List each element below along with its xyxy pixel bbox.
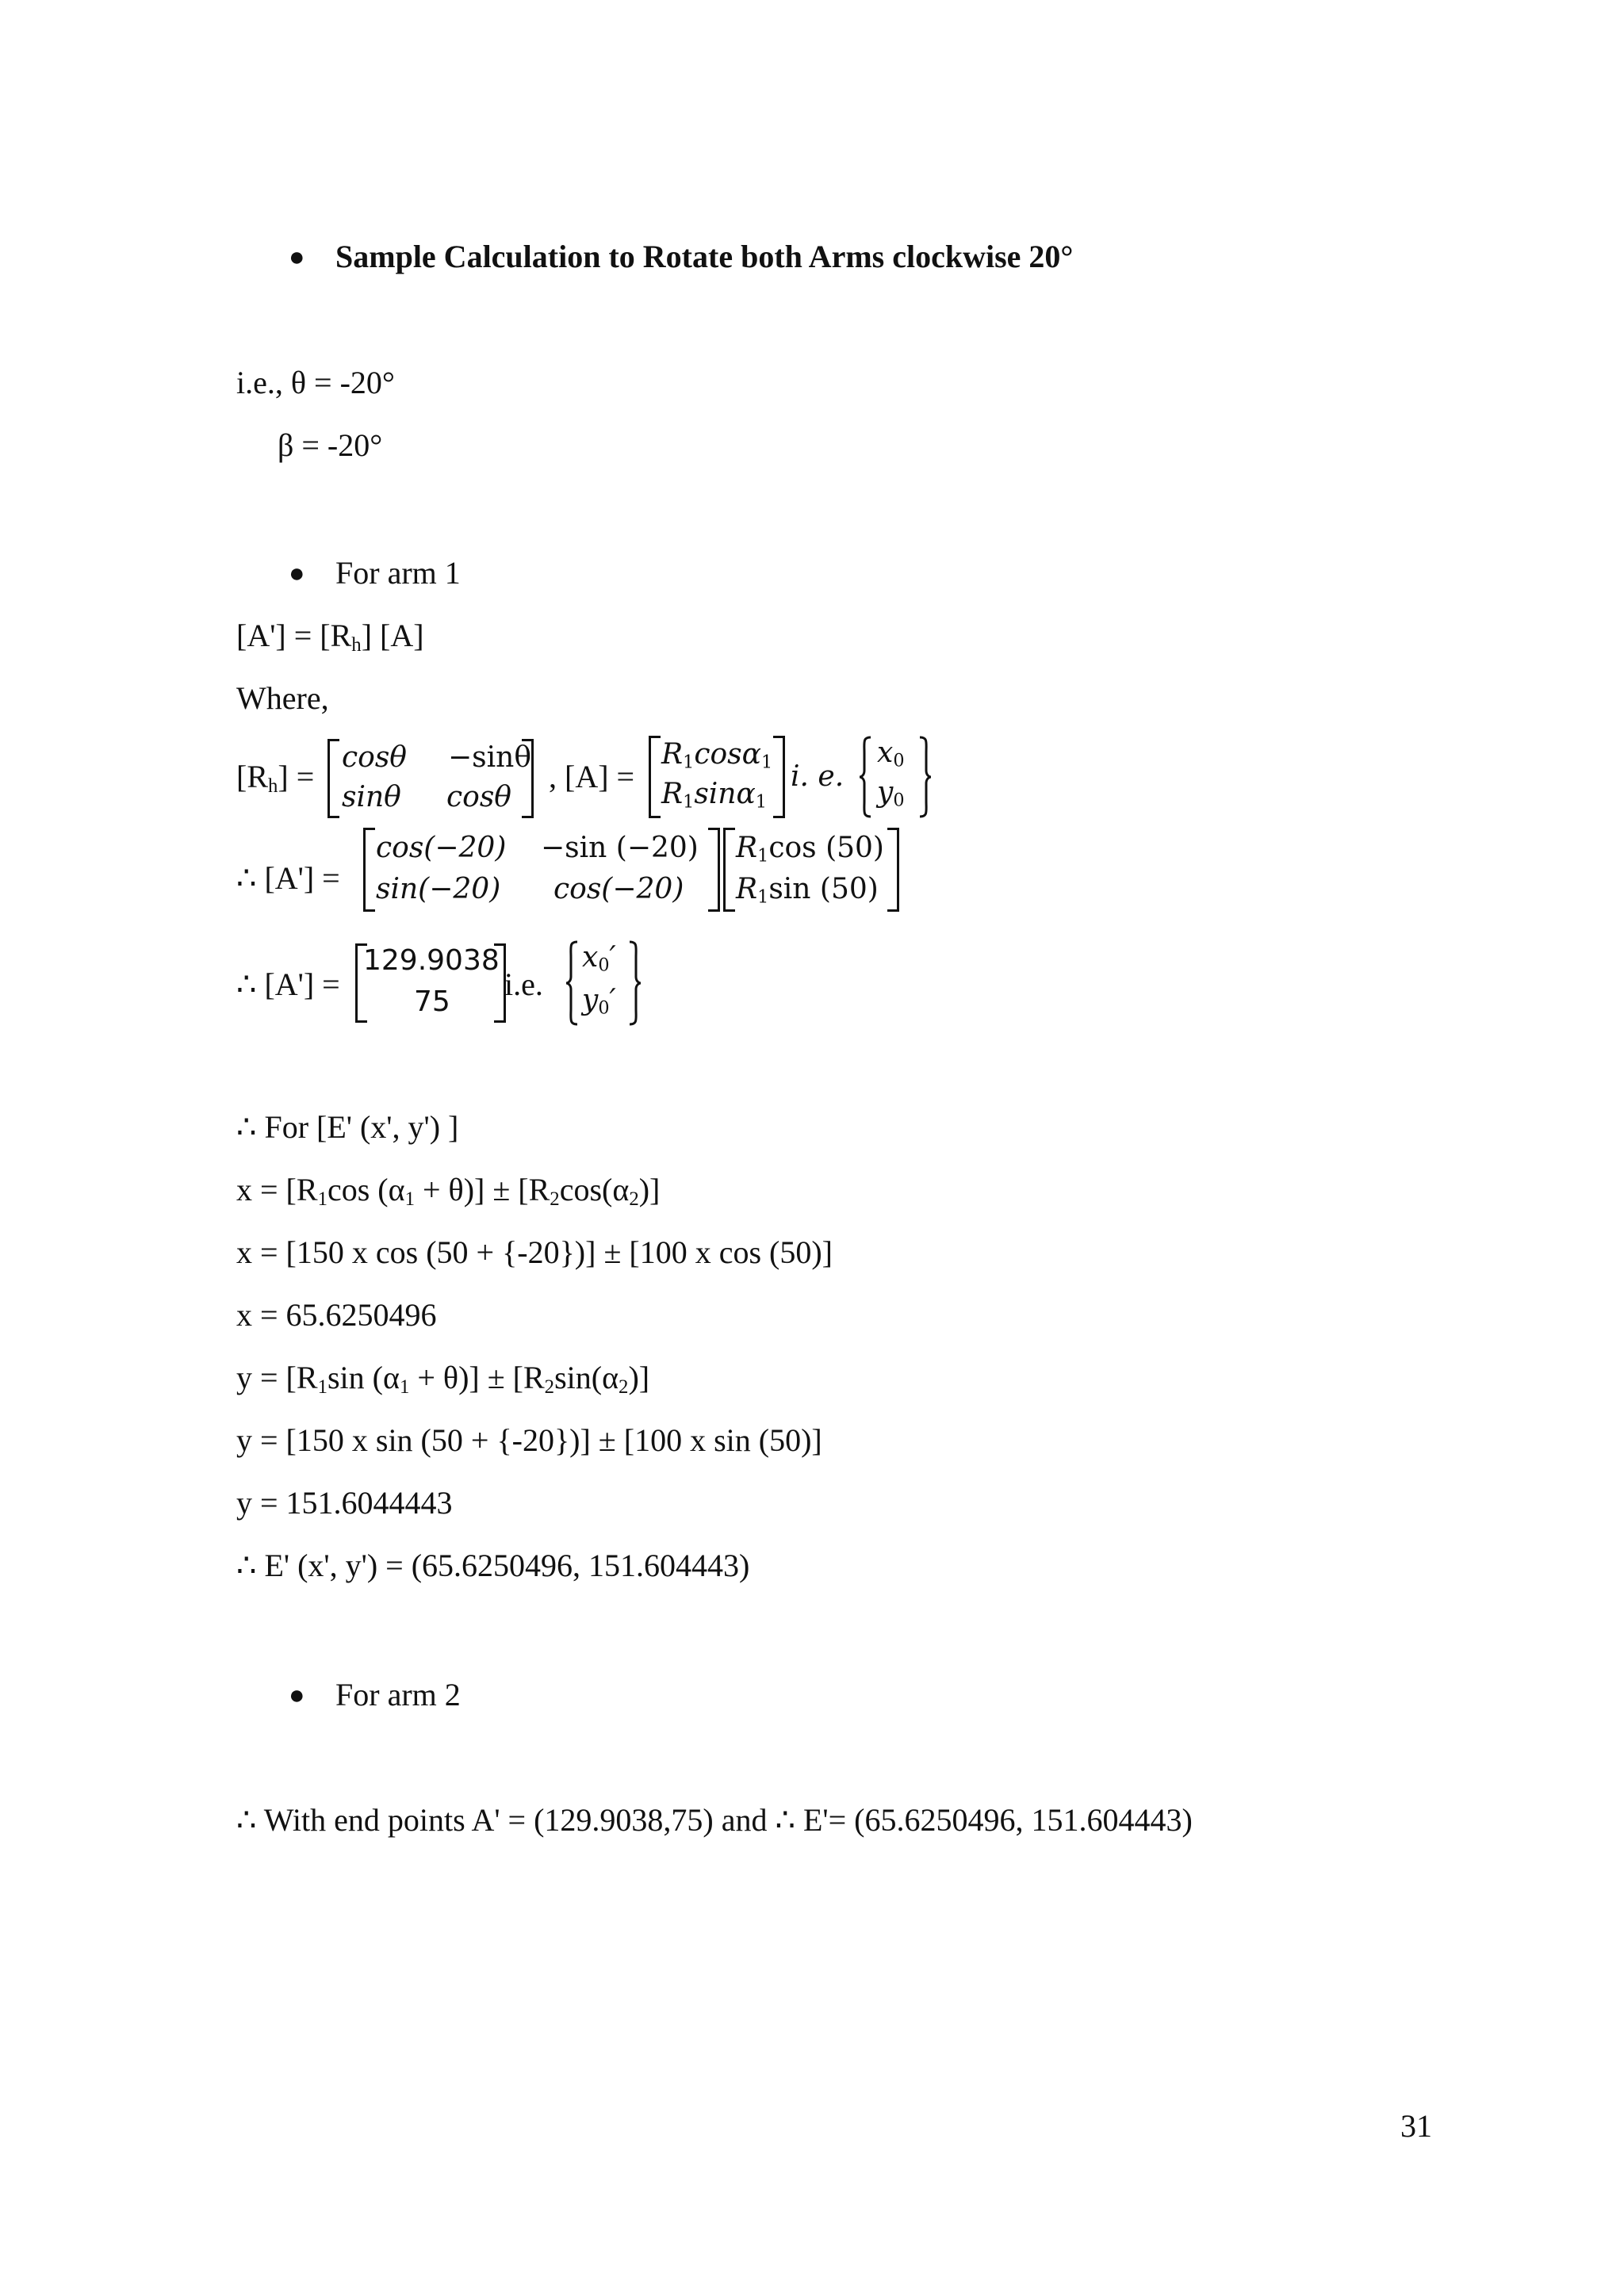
bracket-right <box>708 828 720 912</box>
vector-cell: $y_0'$ <box>582 984 616 1019</box>
r-cos-sin-matrix <box>723 828 899 912</box>
arm1-heading: For arm 1 <box>335 555 461 591</box>
rh-label <box>236 759 315 798</box>
beta-value: β = -20° <box>278 427 383 463</box>
bracket-left <box>327 739 339 818</box>
x-result: x = 65.6250496 <box>236 1297 437 1333</box>
a-label: , [A] = <box>549 759 635 794</box>
therefore-a-label: ∴ [A'] = <box>236 860 340 896</box>
vector-cell: $x_0$ <box>877 737 905 771</box>
matrix-cell: $R_1\sin\alpha_1$ <box>661 778 767 813</box>
rh-prefix: [R <box>236 759 268 794</box>
bracket-left <box>649 736 661 818</box>
eq-suffix: ] [A] <box>361 618 424 653</box>
section-heading: Sample Calculation to Rotate both Arms clockwise 20° <box>335 239 1074 274</box>
matrix-cell: cosθ <box>446 781 511 813</box>
matrix-cell: −sin (−20) <box>541 832 699 864</box>
result-label: ∴ [A'] = <box>236 966 340 1002</box>
x-substitution: x = [150 x cos (50 + {-20})] ± [100 x cos (50)] <box>236 1234 833 1270</box>
matrix-cell: −sinθ <box>448 741 532 774</box>
rh-suffix: ] = <box>278 759 315 794</box>
matrix-cell: cos(−20) <box>376 832 507 864</box>
page-number: 31 <box>1400 2108 1432 2144</box>
matrix-cell: $R_1\sin$ (50) <box>736 873 879 908</box>
vector-cell: $x_0'$ <box>582 941 616 976</box>
a-matrix <box>649 736 785 818</box>
x0-y0-vector <box>858 736 933 818</box>
bullet-marker: ● <box>289 243 305 272</box>
rotation-matrix <box>327 739 534 818</box>
vector-cell: $y_0$ <box>877 776 905 811</box>
matrix-cell: 75 <box>414 985 450 1018</box>
y-substitution: y = [150 x sin (50 + {-20})] ± [100 x sin (50)] <box>236 1422 822 1458</box>
theta-value: i.e., θ = -20° <box>236 365 395 400</box>
x-formula: $x = [R_1\cos$ $(\alpha_1 + \theta)] \pm [R_2\cos(\alpha_2)]$ <box>236 1172 661 1211</box>
bracket-left <box>723 828 735 912</box>
ie-label: i. e. <box>791 760 845 793</box>
matrix-cell: $R_1\cos\alpha_1$ <box>661 738 773 773</box>
matrix-cell: sinθ <box>342 781 401 813</box>
for-e-label: ∴ For [E' (x', y') ] <box>236 1109 459 1145</box>
bracket-left <box>363 828 375 912</box>
numeric-rotation-matrix <box>363 828 720 912</box>
brace-left <box>858 736 872 818</box>
rotation-equation <box>236 618 424 656</box>
matrix-cell: sin(−20) <box>376 873 501 905</box>
eq-prefix: [A'] = [R <box>236 618 352 653</box>
bracket-right <box>887 828 899 912</box>
matrix-cell: 129.9038 <box>363 944 500 977</box>
brace-left <box>565 940 579 1026</box>
conclusion: ∴ With end points A' = (129.9038,75) and ∴ E'= (65.6250496, 151.604443) <box>236 1802 1193 1838</box>
bullet-marker: ● <box>289 559 305 588</box>
arm2-heading: For arm 2 <box>335 1677 461 1712</box>
y-result: y = 151.6044443 <box>236 1485 453 1521</box>
brace-right <box>918 736 933 818</box>
eq-sub: h <box>351 634 362 656</box>
where-label: Where, <box>236 680 329 716</box>
bullet-marker: ● <box>289 1681 305 1710</box>
bracket-right <box>773 736 785 818</box>
result-matrix <box>355 943 506 1023</box>
matrix-cell: cos(−20) <box>553 873 684 905</box>
x0-y0-prime-vector <box>565 940 642 1026</box>
y-formula: $y = [R_1\sin$ $(\alpha_1 + \theta)] \pm [R_2\sin(\alpha_2)]$ <box>236 1360 650 1399</box>
rh-sub: h <box>268 775 278 798</box>
e-prime-result: ∴ E' (x', y') = (65.6250496, 151.604443) <box>236 1548 750 1583</box>
brace-right <box>628 940 642 1026</box>
ie-plain-label: i.e. <box>504 966 543 1002</box>
matrix-cell: cosθ <box>342 741 407 774</box>
matrix-cell: $R_1\cos$ (50) <box>736 832 884 867</box>
